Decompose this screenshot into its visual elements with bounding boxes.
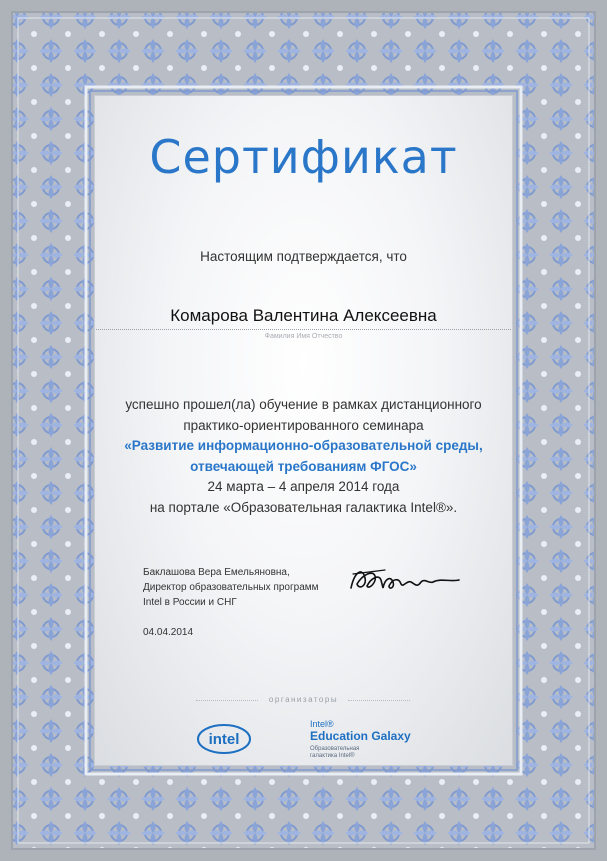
seminar-dates: 24 марта – 4 апреля 2014 года — [207, 479, 400, 494]
intel-logo — [196, 722, 252, 756]
signer-title: Директор образовательных программ — [143, 582, 319, 593]
signer-org: Intel в России и СНГ — [143, 597, 237, 608]
certificate-title: Сертификат — [149, 130, 458, 184]
svg-text:intel: intel — [208, 731, 240, 748]
recipient-name: Комарова Валентина Алексеевна — [170, 306, 437, 325]
organizers-divider-right — [348, 700, 410, 701]
signer-block — [143, 565, 319, 610]
body-line-1: успешно прошел(ла) обучение в рамках дистанционного — [125, 397, 482, 412]
certificate-body — [0, 395, 607, 518]
seminar-title-line-2: отвечающей требованиям ФГОС» — [190, 458, 417, 474]
issue-date: 04.04.2014 — [143, 627, 194, 638]
organizers-label: организаторы — [268, 695, 339, 704]
galaxy-logo-intel: Intel® — [310, 719, 334, 729]
galaxy-logo-subtitle: Образовательная галактика Intel® — [310, 746, 360, 759]
education-galaxy-logo — [310, 719, 410, 765]
portal-line: на портале «Образовательная галактика Intel®». — [149, 499, 458, 515]
signer-name: Баклашова Вера Емельяновна, — [143, 567, 290, 578]
confirm-text: Настоящим подтверждается, что — [200, 249, 407, 264]
name-underline — [96, 329, 511, 330]
name-caption: Фамилия Имя Отчество — [264, 333, 343, 340]
handwritten-signature — [345, 560, 465, 600]
seminar-title-line-1: «Развитие информационно-образовательной среды, — [124, 438, 483, 453]
galaxy-logo-title: Education Galaxy — [310, 729, 411, 743]
body-line-2: практико-ориентированного семинара — [183, 417, 424, 433]
